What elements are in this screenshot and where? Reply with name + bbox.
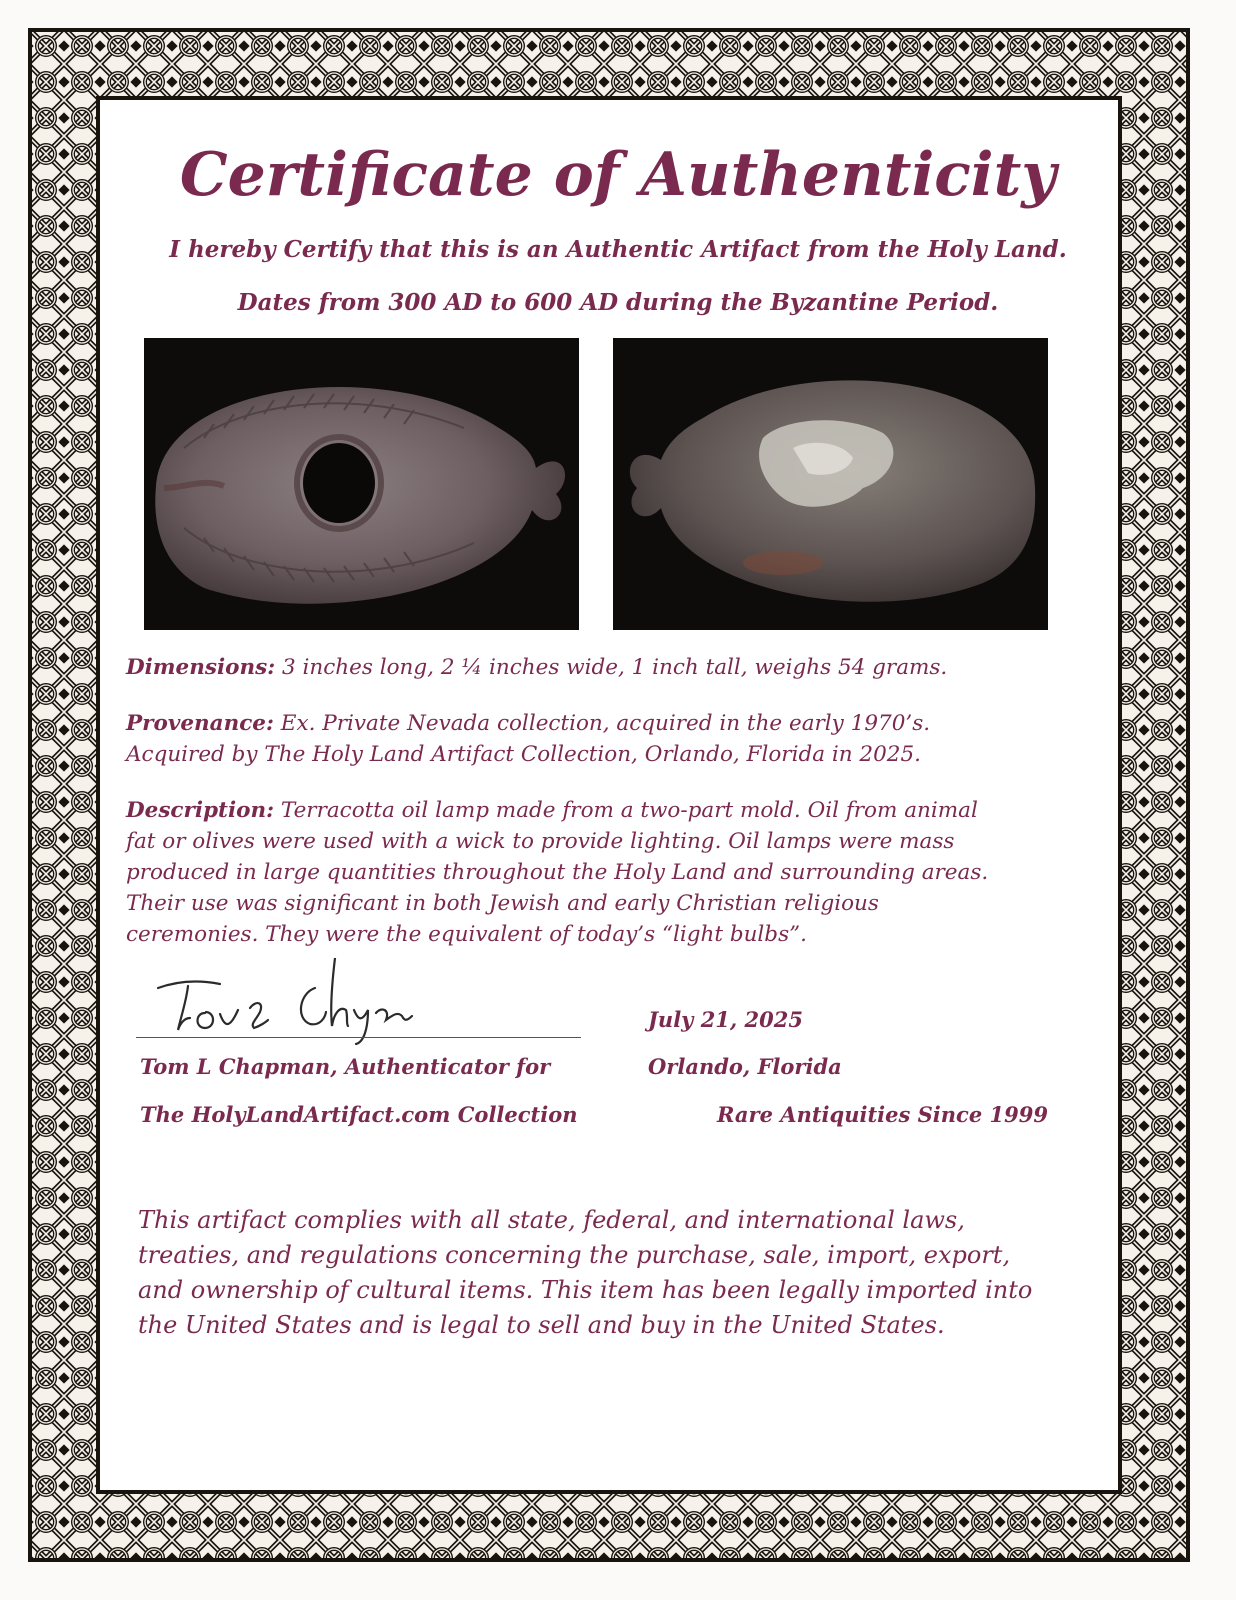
legal-statement	[138, 1203, 1098, 1343]
lamp-bottom-photo	[613, 338, 1048, 630]
provenance-section	[126, 708, 1086, 770]
description-section	[126, 795, 1086, 950]
provenance-line: Ex. Private Nevada collection, acquired in the early 1970’s.	[280, 711, 931, 736]
legal-line: the United States and is legal to sell and buy in the United States.	[138, 1311, 945, 1339]
page-title: Certificate of Authenticity	[179, 140, 1057, 210]
certify-statement: I hereby Certify that this is an Authentic Artifact from the Holy Land.	[169, 236, 1067, 263]
description-line: Terracotta oil lamp made from a two-part mold. Oil from animal	[280, 798, 978, 823]
legal-line: treaties, and regulations concerning the purchase, sale, import, export,	[138, 1241, 1011, 1269]
provenance-line: Acquired by The Holy Land Artifact Collection, Orlando, Florida in 2025.	[126, 742, 921, 767]
dimensions-text: 3 inches long, 2 ¼ inches wide, 1 inch tall, weighs 54 grams.	[282, 655, 948, 680]
description-line: ceremonies. They were the equivalent of today’s “light bulbs”.	[126, 922, 807, 947]
legal-line: This artifact complies with all state, federal, and international laws,	[138, 1206, 965, 1234]
provenance-label: Provenance:	[126, 711, 274, 736]
description-line: Their use was significant in both Jewish and early Christian religious	[126, 891, 879, 916]
certificate-date: July 21, 2025	[648, 1007, 803, 1032]
dimensions-label: Dimensions:	[126, 655, 276, 680]
collection-line: The HolyLandArtifact.com Collection	[140, 1102, 578, 1127]
legal-line: and ownership of cultural items. This item has been legally imported into	[138, 1276, 1033, 1304]
handwritten-signature	[150, 958, 450, 1048]
description-line: fat or olives were used with a wick to provide lighting. Oil lamps were mass	[126, 829, 955, 854]
dimensions-section	[126, 652, 1086, 683]
dating-statement: Dates from 300 AD to 600 AD during the Byzantine Period.	[237, 289, 999, 316]
certificate-location: Orlando, Florida	[648, 1054, 842, 1079]
description-label: Description:	[126, 798, 275, 823]
description-line: produced in large quantities throughout the Holy Land and surrounding areas.	[126, 860, 989, 885]
signature-line	[136, 1037, 581, 1038]
since-tagline: Rare Antiquities Since 1999	[717, 1102, 1048, 1127]
lamp-top-photo	[144, 338, 579, 630]
authenticator-line: Tom L Chapman, Authenticator for	[140, 1054, 551, 1079]
